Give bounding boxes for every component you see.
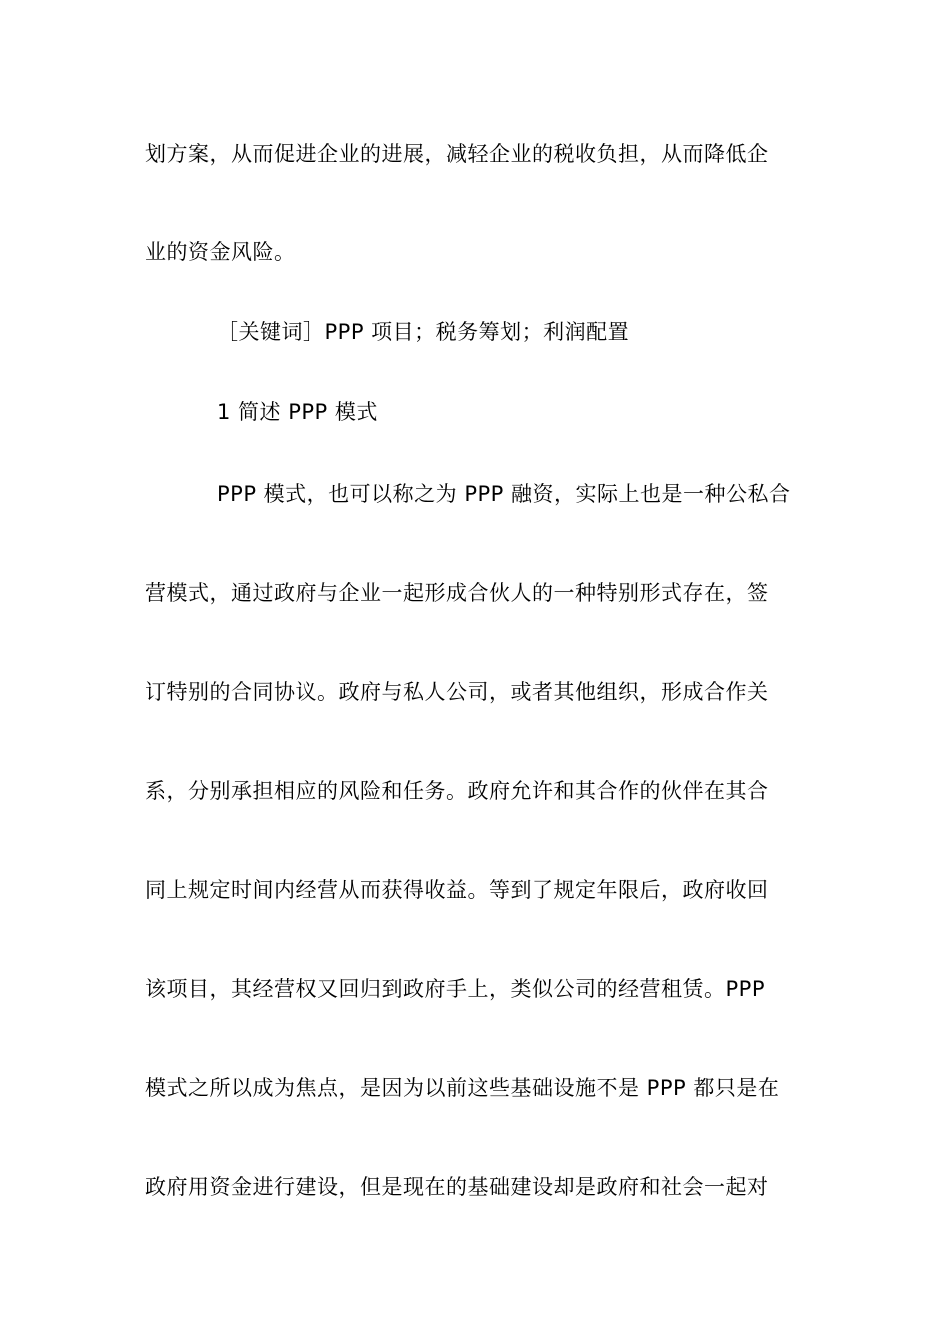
text-line-2: 业的资金风险。: [145, 240, 296, 264]
text-line-9: 同上规定时间内经营从而获得收益。等到了规定年限后，政府收回: [145, 878, 769, 902]
text-line-12: 政府用资金进行建设，但是现在的基础建设却是政府和社会一起对: [145, 1175, 769, 1199]
text-line-6: 营模式，通过政府与企业一起形成合伙人的一种特别形式存在，签: [145, 581, 769, 605]
text-line-10: 该项目，其经营权又回归到政府手上，类似公司的经营租赁。PPP: [145, 977, 765, 1001]
text-line-7: 订特别的合同协议。政府与私人公司，或者其他组织，形成合作关: [145, 680, 769, 704]
text-line-11: 模式之所以成为焦点，是因为以前这些基础设施不是 PPP 都只是在: [145, 1076, 780, 1100]
section-heading: 1 简述 PPP 模式: [217, 400, 378, 424]
paragraph-first-line: PPP 模式，也可以称之为 PPP 融资，实际上也是一种公私合: [217, 482, 791, 506]
text-line-1: 划方案，从而促进企业的进展，减轻企业的税收负担，从而降低企: [145, 142, 769, 166]
keywords-line: ［关键词］PPP 项目；税务筹划；利润配置: [217, 320, 630, 344]
text-line-8: 系，分别承担相应的风险和任务。政府允许和其合作的伙伴在其合: [145, 779, 769, 803]
